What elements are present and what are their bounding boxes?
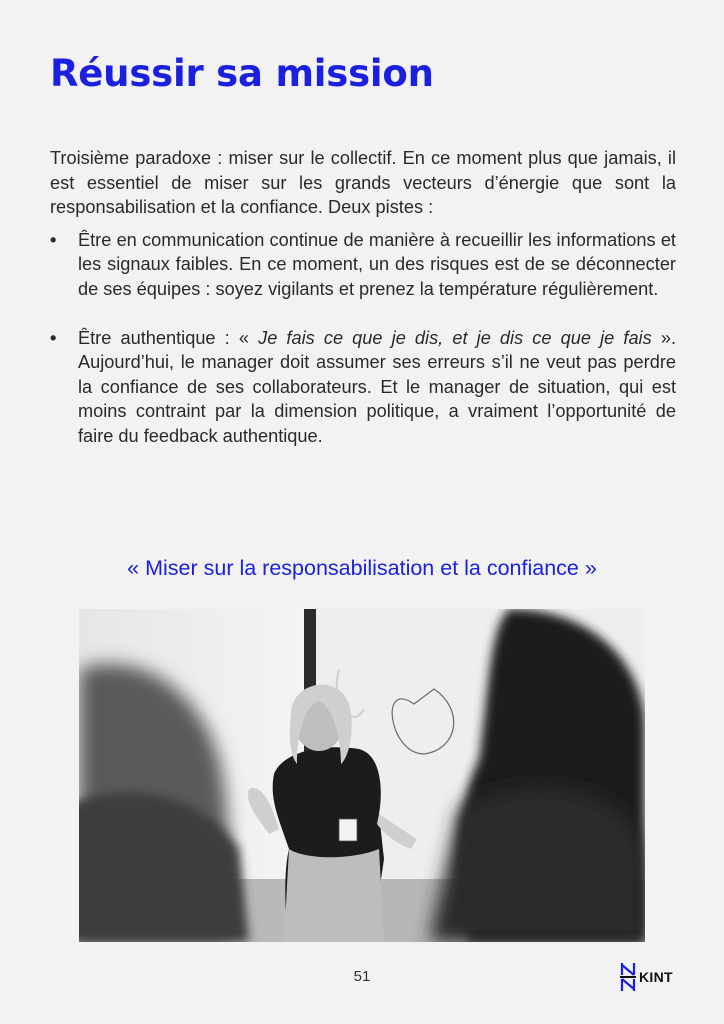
pull-quote: « Miser sur la responsabilisation et la confiance » <box>127 556 597 580</box>
list-item <box>50 228 676 302</box>
kint-logo <box>620 962 673 992</box>
presenter-photo-illustration <box>79 609 645 942</box>
page-number: 51 <box>353 968 371 985</box>
list-item <box>50 326 676 449</box>
bullet-icon: • <box>50 229 57 250</box>
logo-text: KINT <box>639 969 673 985</box>
presenter-photo <box>79 609 645 942</box>
page-title: Réussir sa mission <box>50 52 434 95</box>
body-text <box>50 146 676 449</box>
bullet-list <box>50 228 676 449</box>
kint-logo-icon <box>620 962 636 992</box>
intro-paragraph: Troisième paradoxe : miser sur le collectif. En ce moment plus que jamais, il est essentiel de miser sur les grands vecteurs d’énergie que sont la responsabilisation et la confiance. Deux pistes : <box>50 148 676 218</box>
list-item-rest: ». Aujourd’hui, le manager doit assumer ses erreurs s’il ne veut pas perdre la confiance de ses collaborateurs. Et le manager de situation, qui est moins contraint par la dimension politique, a vraiment l’opportunité de faire du feedback authentique. <box>78 327 676 446</box>
bullet-icon: • <box>50 327 57 348</box>
list-item-text: Être en communication continue de manière à recueillir les informations et les signaux faibles. En ce moment, un des risques est de se déconnecter de ses équipes : soyez vigilants et prenez la température régulièrement. <box>78 229 676 299</box>
list-item-lead: Être authentique : « <box>78 327 259 348</box>
list-item-quote: Je fais ce que je dis, et je dis ce que je fais <box>258 327 652 348</box>
